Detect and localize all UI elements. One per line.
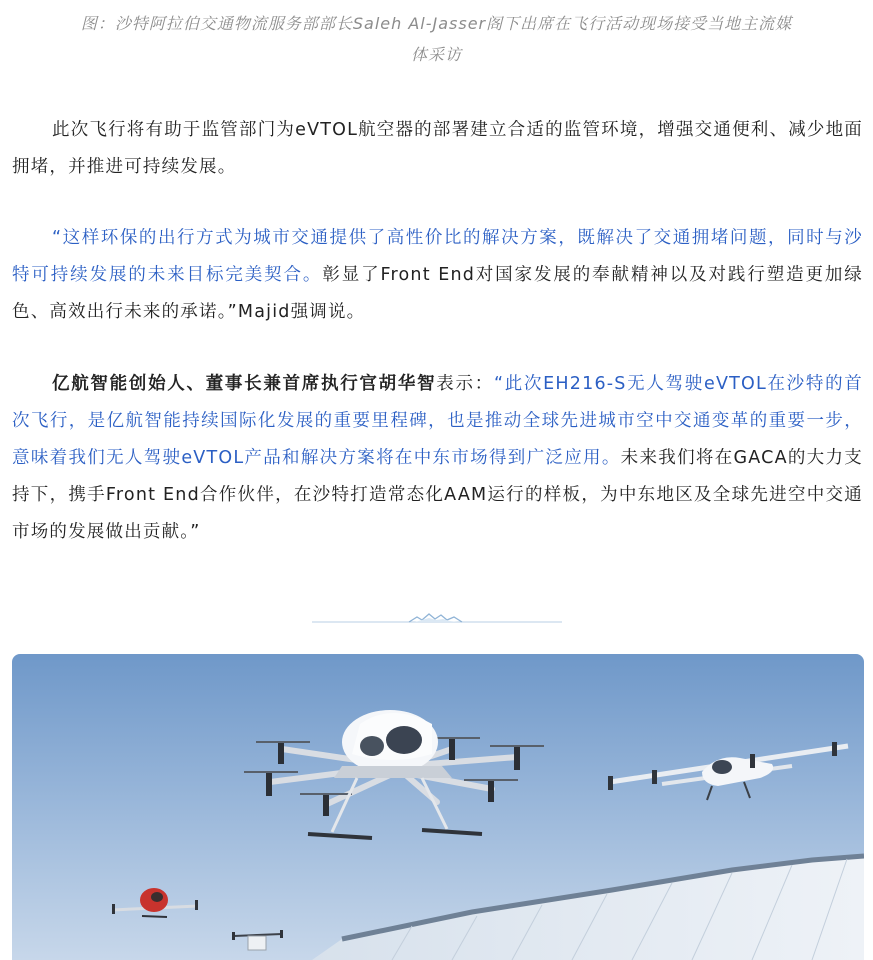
quote-rest: 彰显了Front End对国家发展的奉献精神以及对践行塑造更加绿色、高效出行未来的承诺。”Majid强调说。 bbox=[12, 265, 863, 322]
ceo-quote-highlight: “此次EH216-S无人驾驶eVTOL在沙特的首次飞行，是亿航智能持续国际化发展的重要里程碑，也是推动全球先进城市空中交通变革的重要一步，意味着我们无人驾驶eVTOL产品和解决方案将在中东市场得到广泛应用。 bbox=[12, 374, 864, 468]
quote-highlight: “这样环保的出行方式为城市交通提供了高性价比的解决方案，既解决了交通拥堵问题，同时与沙特可持续发展的未来目标完美契合。 bbox=[12, 228, 863, 285]
caption-line-1: 图：沙特阿拉伯交通物流服务部部长Saleh Al-Jasser阁下出席在飞行活动现场接受当地主流媒 bbox=[80, 14, 793, 33]
mountain-divider-icon bbox=[312, 612, 562, 628]
paragraph-regulatory: 此次飞行将有助于监管部门为eVTOL航空器的部署建立合适的监管环境，增强交通便利、减少地面拥堵，并推进可持续发展。 bbox=[12, 120, 863, 177]
caption-line-2: 体采访 bbox=[410, 45, 462, 64]
paragraph-ceo-quote bbox=[12, 366, 863, 551]
image-caption bbox=[10, 8, 863, 70]
speaker-says: 表示： bbox=[436, 374, 494, 394]
evtol-flight-photo bbox=[12, 654, 864, 960]
speaker-name: 亿航智能创始人、董事长兼首席执行官胡华智 bbox=[52, 374, 437, 394]
ceo-quote-rest: 未来我们将在GACA的大力支持下，携手Front End合作伙伴，在沙特打造常态化AAM运行的样板，为中东地区及全球先进空中交通市场的发展做出贡献。” bbox=[12, 448, 864, 542]
paragraph-majid-quote bbox=[12, 220, 863, 331]
